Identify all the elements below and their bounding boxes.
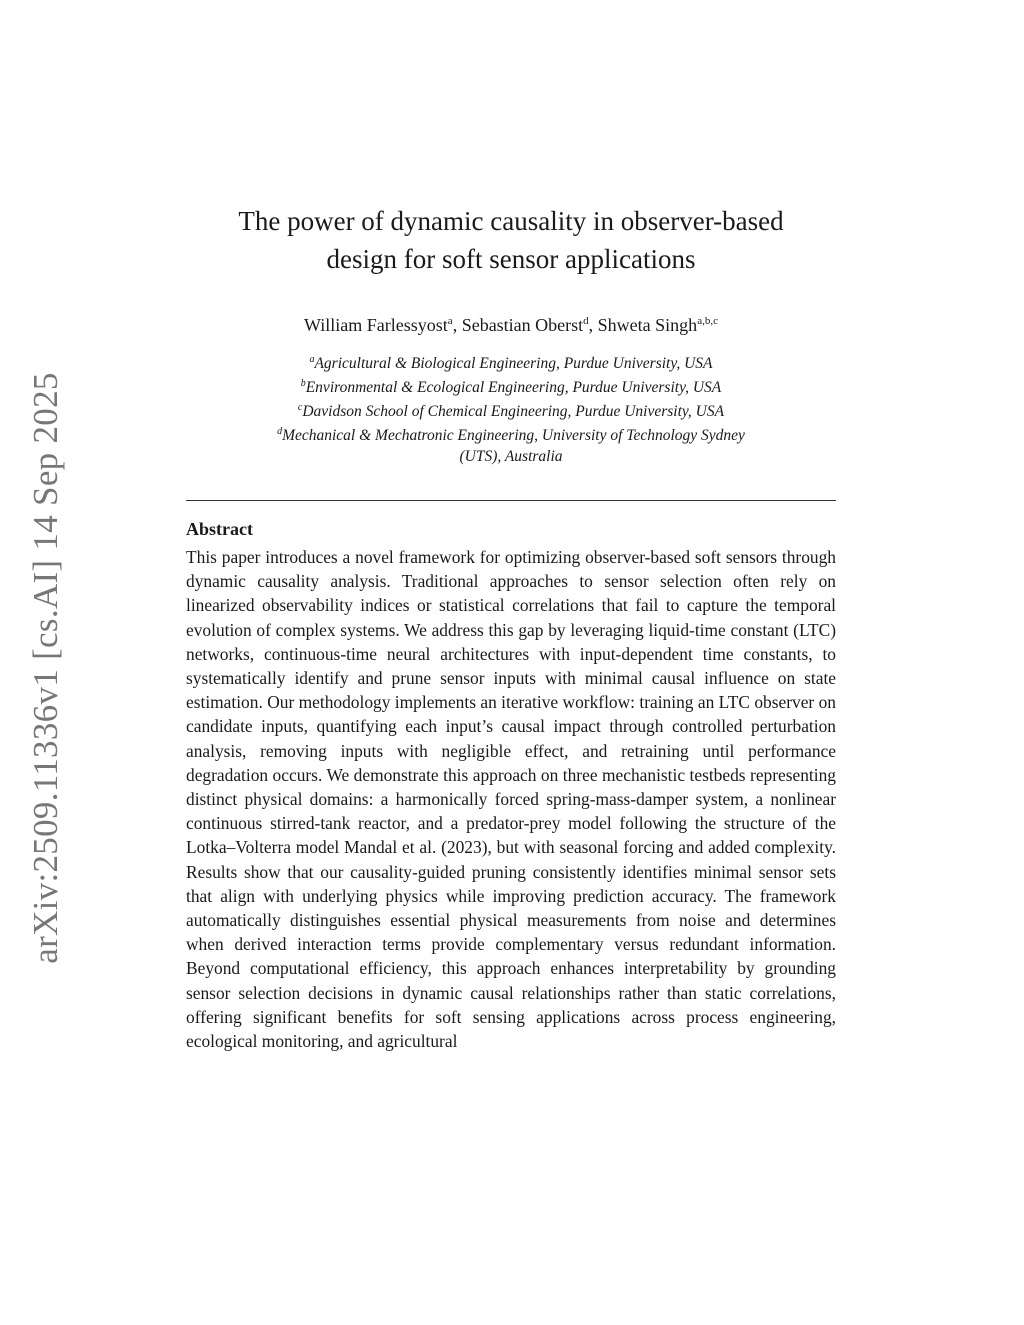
affiliation-mark: c	[297, 402, 303, 414]
affiliation-text: Mechanical & Mechatronic Engineering, University of Technology Sydney	[282, 427, 745, 445]
affiliation-mark: d	[277, 426, 283, 438]
author-affiliation-mark: d	[583, 315, 589, 327]
affiliation-text: (UTS), Australia	[459, 447, 563, 465]
affiliation-list	[186, 350, 836, 467]
affiliation-text: Davidson School of Chemical Engineering, Purdue University, USA	[302, 403, 725, 421]
author-name: Sebastian Oberst	[461, 315, 584, 335]
author-name: William Farlessyost	[304, 315, 448, 335]
affiliation	[186, 422, 836, 446]
affiliation	[186, 350, 836, 374]
affiliation-text: Agricultural & Biological Engineering, Purdue University, USA	[314, 355, 713, 373]
affiliation	[186, 447, 836, 467]
author-separator: ,	[588, 315, 598, 335]
affiliation-mark: a	[309, 354, 315, 365]
affiliation-text: Environmental & Ecological Engineering, Purdue University, USA	[305, 379, 722, 397]
paper-title	[186, 202, 836, 278]
title-line-2: design for soft sensor applications	[326, 244, 696, 274]
author-affiliation-mark: a,b,c	[697, 315, 718, 327]
title-line-1: The power of dynamic causality in observer-based	[238, 206, 784, 236]
affiliation	[186, 398, 836, 422]
abstract-section	[186, 517, 836, 1053]
arxiv-identifier: arXiv:2509.11336v1 [cs.AI] 14 Sep 2025	[26, 372, 65, 964]
author-separator: ,	[452, 315, 462, 335]
abstract-heading: Abstract	[186, 519, 253, 539]
section-divider	[186, 500, 836, 501]
affiliation-mark: b	[300, 378, 306, 390]
author-list	[186, 310, 836, 336]
author-name: Shweta Singh	[597, 315, 698, 335]
author-affiliation-mark: a	[447, 315, 453, 327]
affiliation	[186, 374, 836, 398]
abstract-body: This paper introduces a novel framework for optimizing observer-based soft sensors through dynamic causality analysis. Traditional approaches to sensor selection often rely on linearized observability indices or statistical correlations that fail to capture the temporal evolution of complex systems. We address this gap by leveraging liquid-time constant (LTC) networks, continuous-time neural architectures with input-dependent time constants, to systematically identify and prune sensor inputs with minimal causal influence on state estimation. Our methodology implements an iterative workflow: training an LTC observer on candidate inputs, quantifying each input’s causal impact through controlled perturbation analysis, removing inputs with negligible effect, and retraining until performance degradation occurs. We demonstrate this approach on three mechanistic testbeds representing distinct physical domains: a harmonically forced spring-mass-damper system, a nonlinear continuous stirred-tank reactor, and a predator-prey model following the structure of the Lotka–Volterra model Mandal et al. (2023), but with seasonal forcing and added complexity. Results show that our causality-guided pruning consistently identifies minimal sensor sets that align with underlying physics while improving prediction accuracy. The framework automatically distinguishes essential physical measurements from noise and determines when derived interaction terms provide complementary versus redundant information. Beyond computational efficiency, this approach enhances interpretability by grounding sensor selection decisions in dynamic causal relationships rather than static correlations, offering significant benefits for soft sensing applications across process engineering, ecological monitoring, and agricultural	[186, 547, 836, 1052]
title-block	[186, 202, 836, 467]
